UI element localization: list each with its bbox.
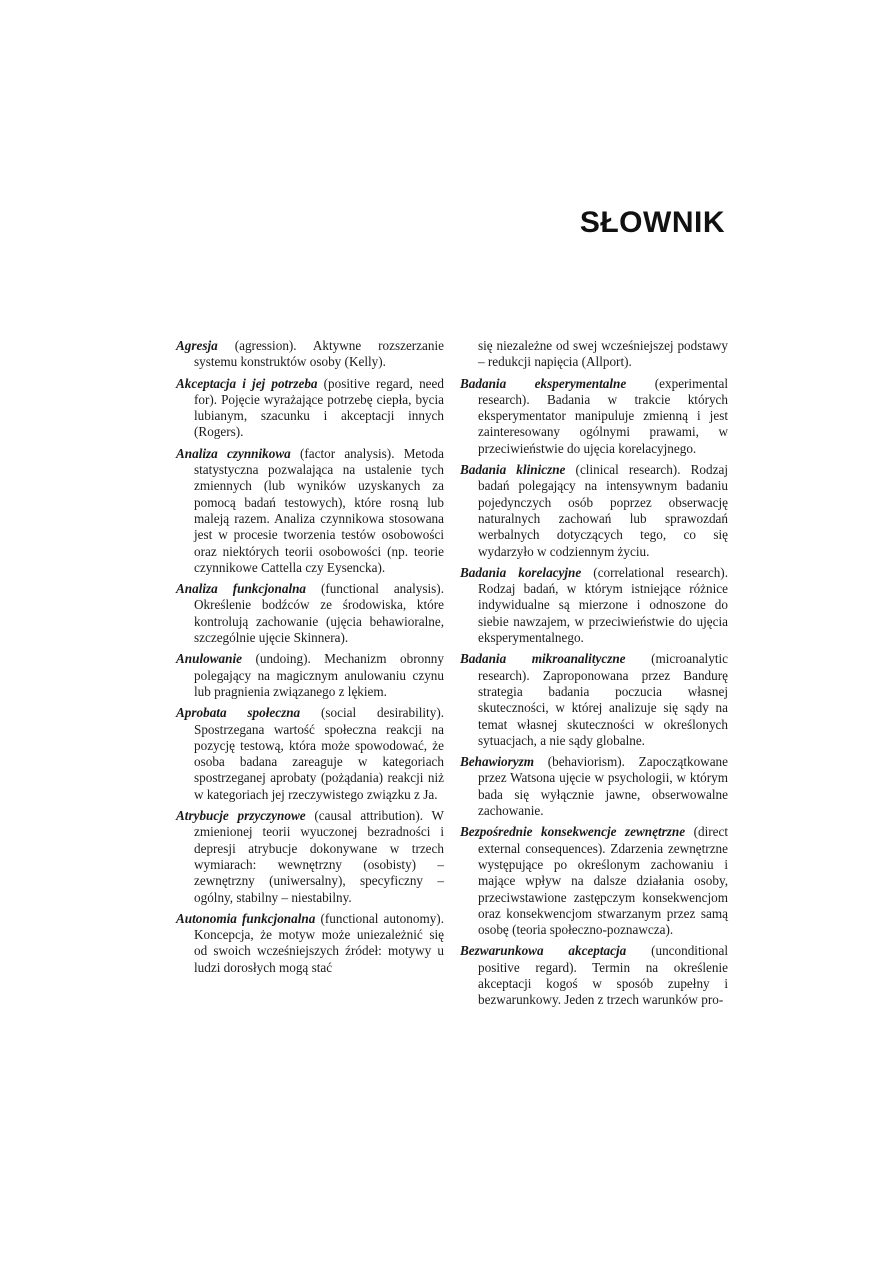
entry-term: Analiza funkcjonalna [176, 581, 307, 597]
entry-definition: (clinical research). Rodzaj badań polegający na intensywnym badaniu pojedynczych osób poprzez obserwację naturalnych zachowań lub sprawozdań werbalnych dotyczących tego, co się wydarzyło w codziennym życiu. [478, 462, 728, 559]
entry-definition: (correlational research). Rodzaj badań, w którym istniejące różnice indywidualne są mierzone i odnoszone do siebie nawzajem, w przeciwieństwie do ujęcia eksperymentalnego. [478, 564, 728, 646]
page-title: SŁOWNIK [579, 206, 725, 239]
glossary-entry [176, 651, 444, 700]
entry-term: Bezwarunkowa akceptacja [460, 943, 627, 959]
entry-definition: (agression). Aktywne rozszerzanie systemu konstruktów osoby (Kelly). [194, 338, 444, 370]
glossary-entry [176, 446, 444, 576]
entry-definition: (social desirability). Spostrzegana wartość społeczna reakcji na pozycję testową, która może spowodować, że osoba badana zareaguje w kategoriach spostrzeganej aprobaty (pożądania) reakcji niż w kategoriach jej rzeczywistego związku z Ja. [194, 705, 445, 802]
entry-term: Anulowanie [176, 651, 242, 667]
entry-term: Atrybucje przyczynowe [176, 808, 306, 824]
entry-term: Agresja [176, 338, 218, 353]
glossary-entry [176, 705, 444, 803]
entry-definition: (microanalytic research). Zaproponowana przez Bandurę strategia badania poczucia własnej skuteczności, w której analizuje się sądy na temat własnej skuteczności w określonych sytuacjach, a nie sądy globalne. [478, 651, 728, 748]
entry-definition: (direct external consequences). Zdarzenia zewnętrzne występujące po określonym zachowaniu i mające wpływ na dalsze działania osoby, przeciwstawione zastępczym konsekwencjom oraz konsekwencjom stwarzanym przez samą osobę (teoria społeczno-poznawcza). [478, 824, 728, 938]
entry-term: Autonomia funkcjonalna [176, 910, 316, 926]
glossary-entry [460, 943, 728, 1008]
entry-term: Badania mikroanalityczne [460, 651, 626, 667]
entry-definition: (positive regard, need for). Pojęcie wyrażające potrzebę ciepła, bycia lubianym, szacunku i akceptacji innych (Rogers). [194, 375, 444, 440]
entry-definition: (functional analysis). Określenie bodźców ze środowiska, które kontrolują zachowanie (ujęcia behawioralne, szczególnie ujęcie Skinnera). [194, 581, 444, 646]
glossary-entry [460, 651, 728, 749]
entry-term: Badania kliniczne [460, 462, 566, 478]
glossary-entry [176, 808, 444, 906]
glossary-entry [460, 565, 728, 646]
entry-definition: (causal attribution). W zmienionej teorii wyuczonej bezradności i depresji atrybucje dokonywane w trzech wymiarach: wewnętrzny (osobisty) – zewnętrzny (uniwersalny), specyficzny – ogólny, stabilny – niestabilny. [194, 808, 444, 905]
glossary-entry [176, 581, 444, 646]
entry-term: Badania eksperymentalne [460, 375, 627, 391]
entry-definition: (experimental research). Badania w trakcie których eksperymentator manipuluje zmienną i jest zainteresowany ogólnymi prawami, w przeciwieństwie do ujęcia korelacyjnego. [478, 375, 728, 456]
entry-term: Analiza czynnikowa [176, 445, 291, 461]
entry-continuation: się niezależne od swej wcześniejszej podstawy – redukcji napięcia (Allport). [478, 338, 728, 370]
glossary-entry [460, 462, 728, 560]
entry-term: Badania korelacyjne [460, 564, 582, 580]
glossary-entry [460, 754, 728, 819]
entry-definition: (undoing). Mechanizm obronny polegający na magicznym anulowaniu czynu lub pragnienia związanego z lękiem. [194, 651, 444, 699]
glossary-entry [460, 824, 728, 938]
glossary-entry [460, 376, 728, 457]
glossary-entry [176, 376, 444, 441]
entry-term: Aprobata społeczna [176, 705, 301, 721]
entry-definition: (factor analysis). Metoda statystyczna pozwalająca na ustalenie tych zmiennych (lub wyników uzyskanych za pomocą badań testowych), które rosną lub maleją razem. Analiza czynnikowa stosowana jest w procesie tworzenia testów osobowości oraz niektórych teorii osobowości (np. teorie czynnikowe Cattella czy Eysencka). [194, 445, 444, 575]
entry-term: Akceptacja i jej potrzeba [176, 375, 318, 391]
glossary-left-column [176, 338, 444, 981]
entry-term: Bezpośrednie konsekwencje zewnętrzne [460, 824, 686, 840]
glossary-entry [176, 338, 444, 371]
glossary-right-column [460, 338, 728, 1014]
glossary-entry [176, 911, 444, 976]
entry-term: Behawioryzm [460, 754, 535, 770]
entry-definition: (functional autonomy). Koncepcja, że motyw może uniezależnić się od swoich wcześniejszych źródeł: motywy u ludzi dorosłych mogą stać [194, 910, 444, 975]
entry-definition: (unconditional positive regard). Termin na określenie akceptacji kogoś w sposób zupełny i bezwarunkowy. Jeden z trzech warunków pro- [478, 943, 728, 1008]
entry-definition: (behaviorism). Zapoczątkowane przez Watsona ujęcie w psychologii, w którym bada się wyłącznie jawne, obserwowalne zachowanie. [478, 754, 728, 819]
